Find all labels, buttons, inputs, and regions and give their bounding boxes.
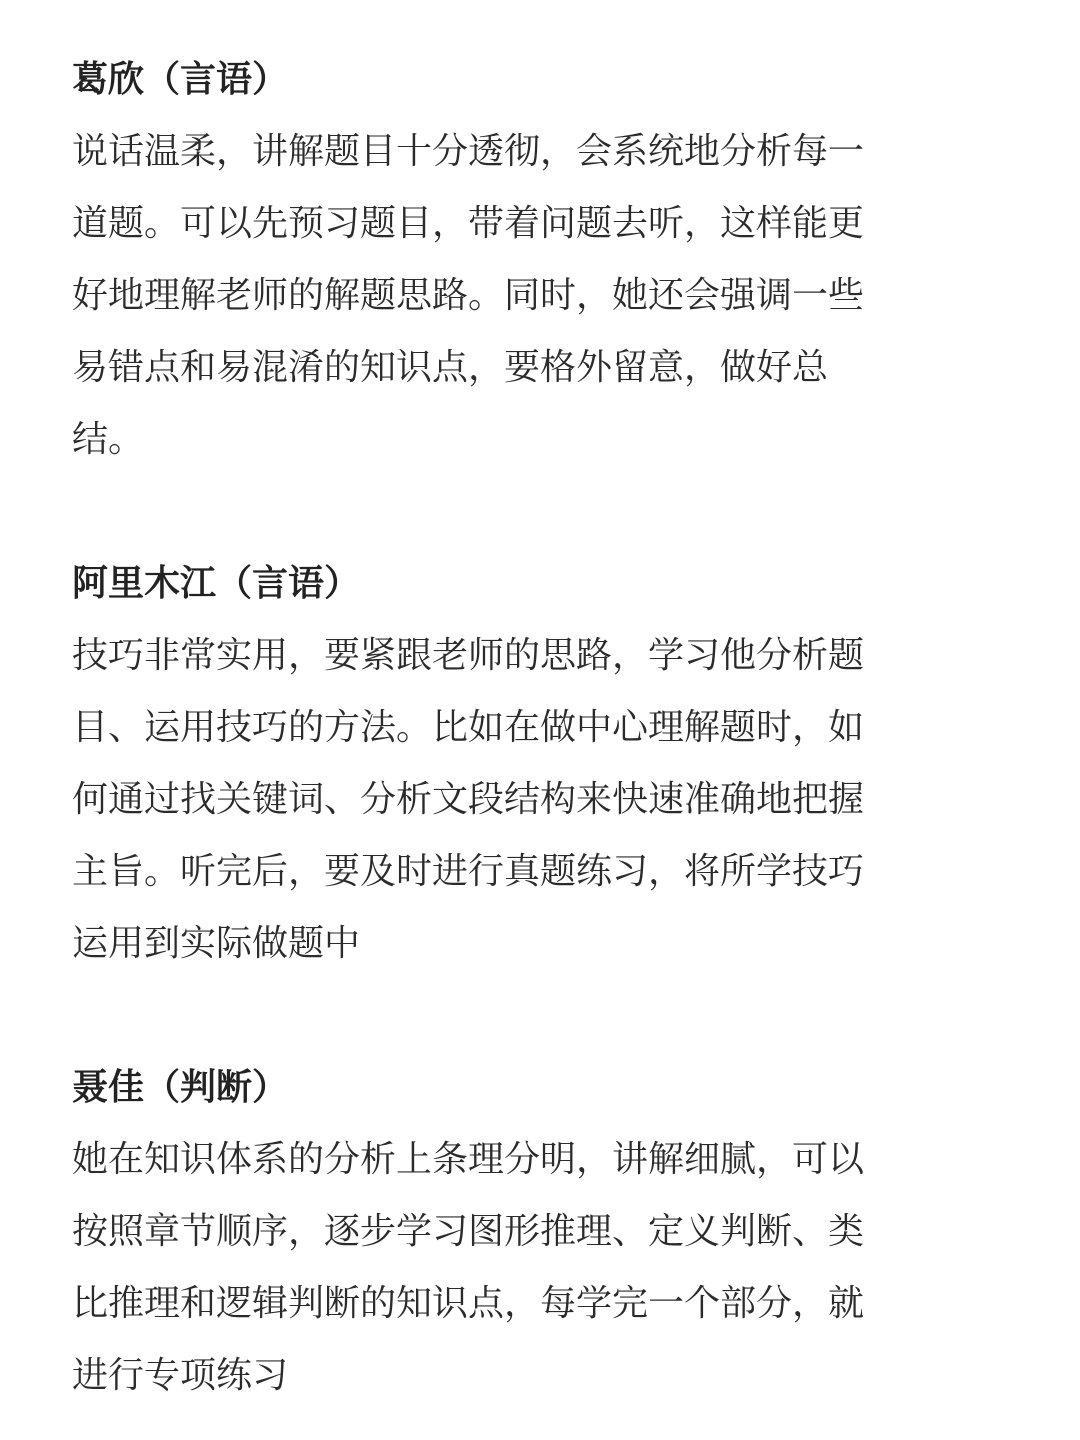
teacher-section-nie-jia [72, 1052, 990, 1412]
description-line: 说话温柔，讲解题目十分透彻，会系统地分析每一 [72, 131, 865, 172]
teacher-description [72, 116, 990, 476]
teacher-heading: 阿里木江（言语） [72, 563, 361, 604]
description-line: 技巧非常实用，要紧跟老师的思路，学习他分析题 [72, 635, 865, 676]
teacher-heading: 聂佳（判断） [72, 1067, 289, 1108]
description-line: 比推理和逻辑判断的知识点，每学完一个部分，就 [72, 1283, 865, 1324]
teacher-section-alimujiang [72, 548, 990, 980]
teacher-description [72, 1124, 990, 1412]
description-line: 何通过找关键词、分析文段结构来快速准确地把握 [72, 779, 865, 820]
description-line: 她在知识体系的分析上条理分明，讲解细腻，可以 [72, 1139, 865, 1180]
description-line: 结。 [72, 419, 145, 460]
description-line: 进行专项练习 [72, 1355, 289, 1396]
description-line: 主旨。听完后，要及时进行真题练习，将所学技巧 [72, 851, 865, 892]
description-line: 目、运用技巧的方法。比如在做中心理解题时，如 [72, 707, 865, 748]
description-line: 易错点和易混淆的知识点，要格外留意，做好总 [72, 347, 829, 388]
description-line: 道题。可以先预习题目，带着问题去听，这样能更 [72, 203, 865, 244]
description-line: 好地理解老师的解题思路。同时，她还会强调一些 [72, 275, 865, 316]
description-line: 按照章节顺序，逐步学习图形推理、定义判断、类 [72, 1211, 865, 1252]
description-line: 运用到实际做题中 [72, 923, 361, 964]
teacher-description [72, 620, 990, 980]
teacher-section-ge-xin [72, 44, 990, 476]
teacher-heading: 葛欣（言语） [72, 59, 289, 100]
